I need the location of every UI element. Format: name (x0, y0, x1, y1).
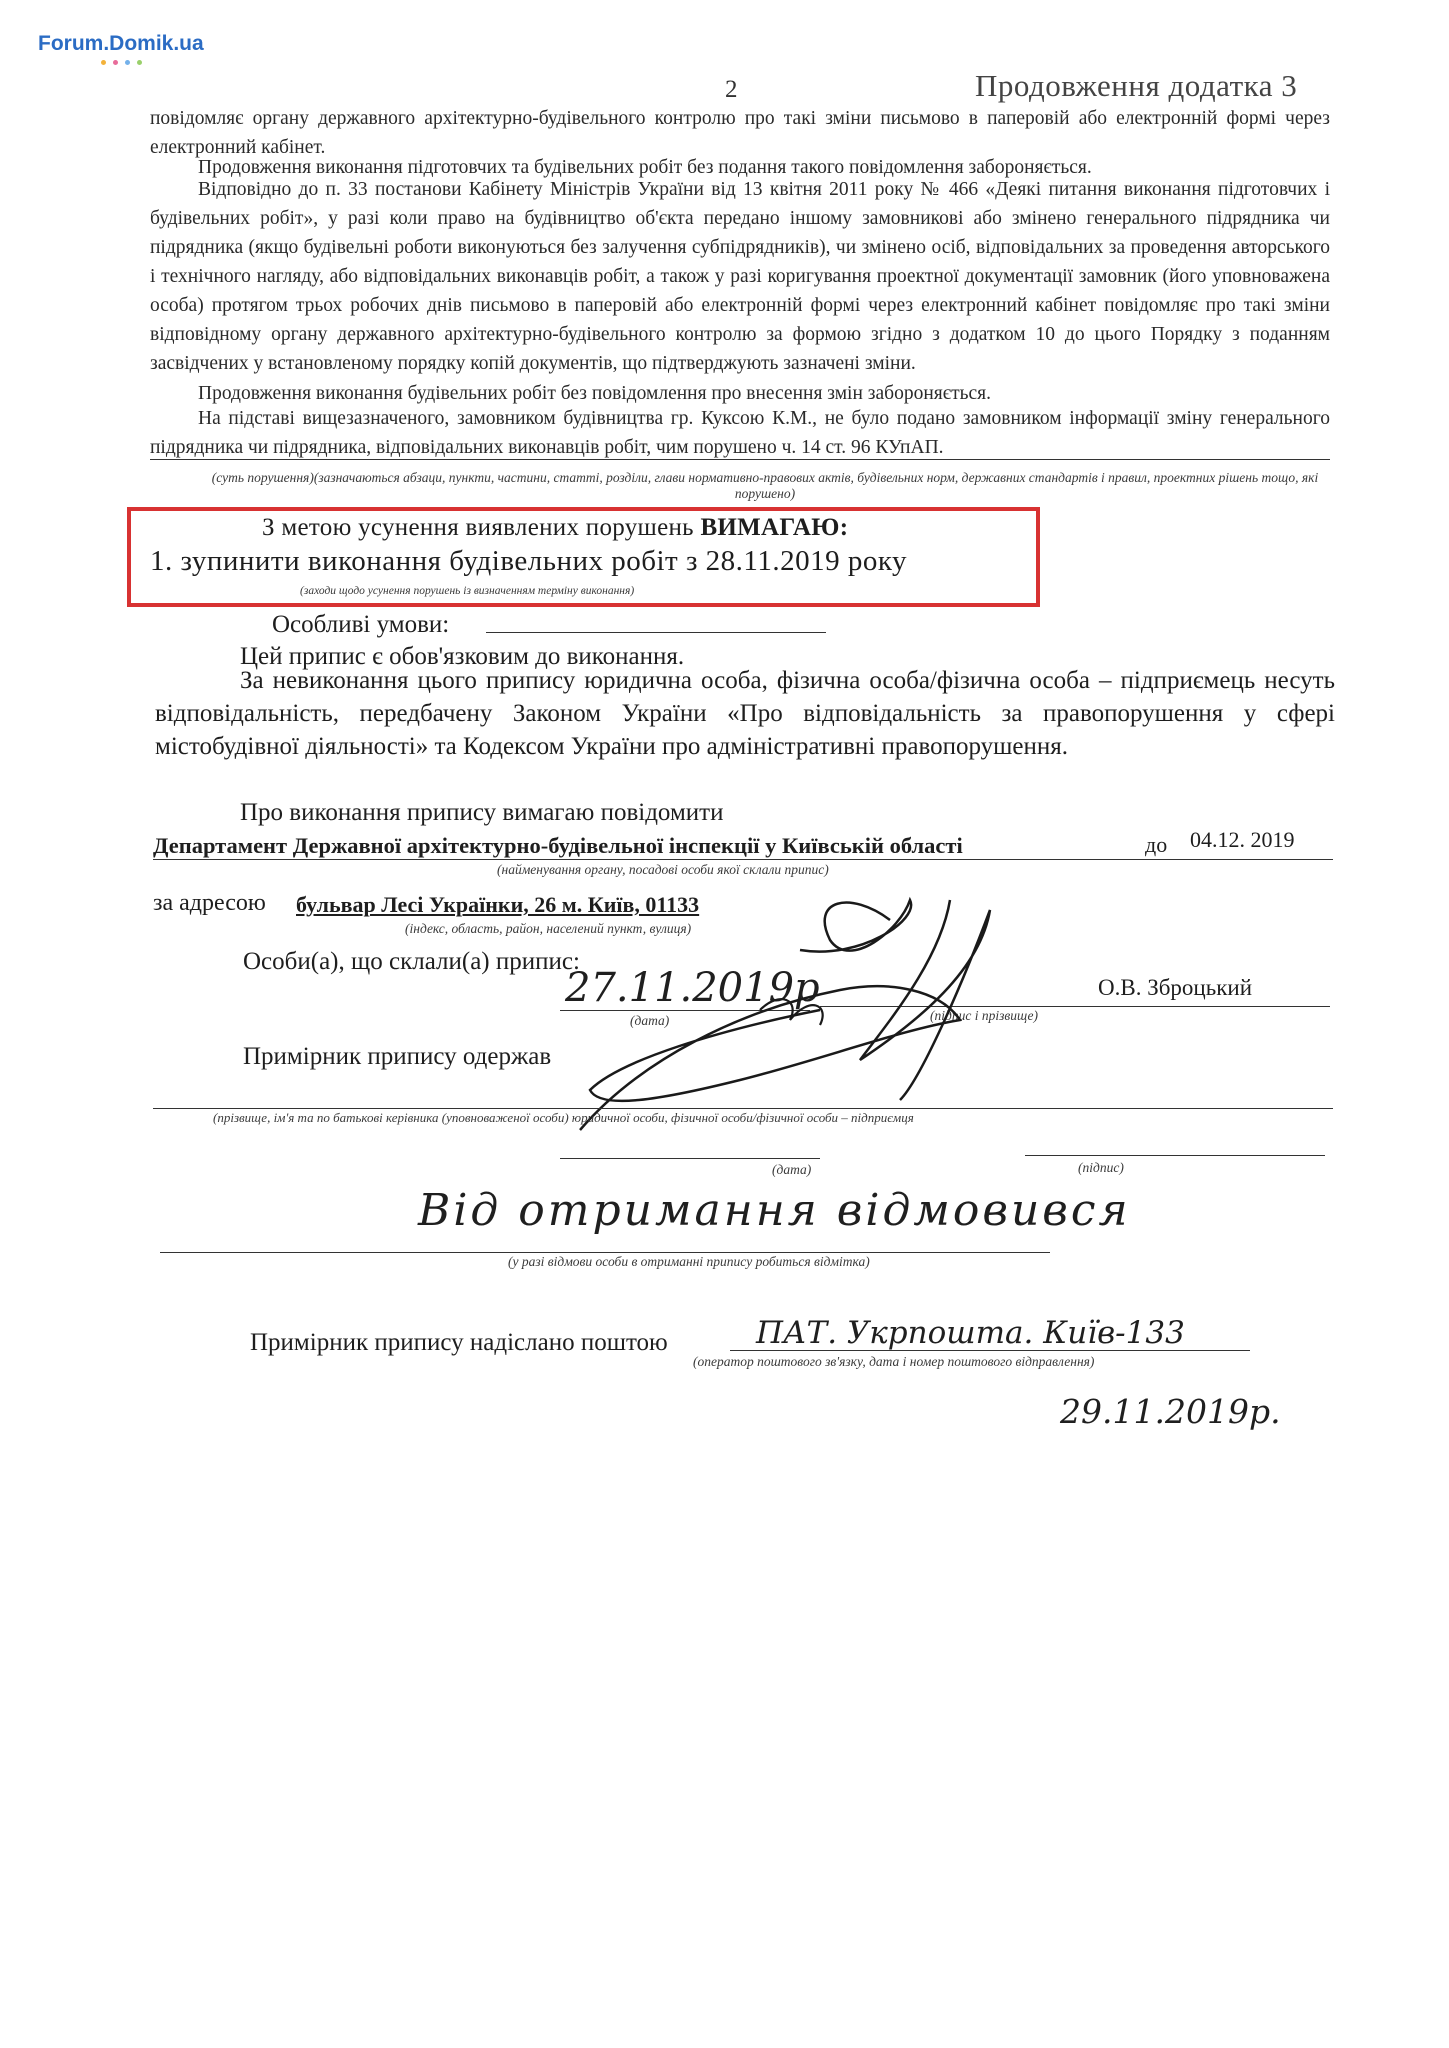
watermark-dot (125, 60, 130, 65)
page-header-title: Продовження додатка 3 (975, 68, 1298, 103)
copy-received-label: Примірник припису одержав (243, 1043, 552, 1070)
underline-violation (150, 459, 1330, 460)
demand-keyword: ВИМАГАЮ: (700, 514, 849, 541)
page-number: 2 (725, 76, 738, 103)
underline-date-2 (560, 1158, 820, 1159)
mandatory-statement: Цей припис є обов'язковим до виконання. (240, 643, 685, 670)
address-label: за адресою (153, 890, 266, 916)
paragraph-notice: повідомляє органу державного архітектурно-будівельного контролю про такі зміни письмово в паперовій або електронній формі через електронний кабінет. (150, 108, 1330, 158)
demand-line-2: 1. зупинити виконання будівельних робіт з 28.11.2019 року (150, 545, 908, 577)
persons-label: Особи(а), що склали(а) припис: (243, 948, 580, 975)
caption-mail: (оператор поштового зв'язку, дата і номер поштового відправлення) (693, 1354, 1095, 1369)
caption-signature-2: (підпис) (1078, 1160, 1124, 1175)
underline-signature-2 (1025, 1155, 1325, 1156)
caption-date-2: (дата) (772, 1162, 812, 1177)
department-name: Департамент Державної архітектурно-будівельної інспекції у Київській області (153, 833, 963, 858)
caption-organization: (найменування органу, посадові особи якої склали припис) (497, 862, 829, 877)
special-conditions-label: Особливі умови: (272, 611, 450, 638)
caption-demand: (заходи щодо усунення порушень із визначенням терміну виконання) (300, 585, 635, 597)
caption-recipient: (прізвище, ім'я та по батькові керівника (уповноваженої особи) юридичної особи, фізичної особи/фізичної особи – підприємця (213, 1110, 914, 1125)
address-value: бульвар Лесі Українки, 26 м. Київ, 01133 (296, 892, 700, 917)
handwritten-postal-operator: ПАТ. Укрпошта. Київ-133 (756, 1315, 1185, 1351)
underline-recipient (153, 1108, 1333, 1109)
official-signature (560, 880, 1120, 1180)
watermark-dots (101, 60, 142, 65)
handwritten-refusal: Від отримання відмовився (418, 1185, 1131, 1236)
underline-department (153, 859, 1333, 860)
until-date: 04.12. 2019 (1190, 827, 1295, 852)
caption-date: (дата) (630, 1013, 670, 1028)
demand-line-1 (262, 511, 848, 544)
watermark-logo: Forum.Domik.ua (38, 32, 204, 55)
mailed-label: Примірник припису надіслано поштою (250, 1329, 668, 1356)
caption-signature: (підпис і прізвище) (930, 1008, 1038, 1023)
underline-special-conditions (486, 632, 826, 633)
watermark-dot (137, 60, 142, 65)
paragraph-violation: На підставі вищезазначеного, замовником будівництва гр. Куксою К.М., не було подано замовником інформації зміну генерального підрядника чи підрядника, відповідальних виконавців робіт, чим порушено ч. 14 ст. 96 КУпАП. (150, 408, 1330, 458)
paragraph-prohibition-changes: Продовження виконання будівельних робіт без повідомлення про внесення змін забороняється. (198, 383, 992, 404)
paragraph-prohibition: Продовження виконання підготовчих та будівельних робіт без подання такого повідомлення забороняється. (198, 157, 1092, 178)
watermark-dot (113, 60, 118, 65)
handwritten-date: 27.11.2019р (565, 965, 820, 1011)
watermark-dot (101, 60, 106, 65)
underline-refusal (160, 1252, 1050, 1253)
liability-statement: За невиконання цього припису юридична особа, фізична особа/фізична особа – підприємець несуть відповідальність, передбачену Законом України «Про відповідальність за правопорушення у сфері містобудівної діяльності» та Кодексом України про адміністративні правопорушення. (155, 667, 1335, 760)
demand-prefix: З метою усунення виявлених порушень (262, 514, 694, 541)
handwritten-mailed-date: 29.11.2019р. (1060, 1392, 1281, 1431)
until-word: до (1145, 832, 1168, 857)
underline-mailed (730, 1350, 1250, 1351)
notify-statement: Про виконання припису вимагаю повідомити (240, 799, 724, 826)
official-name: О.В. Зброцький (1098, 975, 1253, 1000)
caption-address: (індекс, область, район, населений пункт, вулиця) (405, 921, 692, 936)
caption-refusal: (у разі відмови особи в отриманні припису робиться відмітка) (508, 1254, 870, 1269)
paragraph-resolution-33: Відповідно до п. 33 постанови Кабінету Міністрів України від 13 квітня 2011 року № 466 «Деякі питання виконання підготовчих і будівельних робіт», у разі коли право на будівництво об'єкта передано іншому замовникові або змінено генерального підрядника чи підрядника (якщо будівельні роботи виконуються без залучення субпідрядників), чи змінено осіб, відповідальних за проведення авторського і технічного нагляду, або відповідальних виконавців робіт, а також у разі коригування проектної документації замовник (його уповноважена особа) протягом трьох робочих днів письмово в паперовій або електронній формі через електронний кабінет повідомляє про такі зміни відповідному органу державного архітектурно-будівельного контролю за формою згідно з додатком 10 до цього Порядку з поданням засвідчених у встановленому порядку копій документів, що підтверджують зазначені зміни. (150, 179, 1330, 374)
caption-violation: (суть порушення)(зазначаються абзаци, пункти, частини, статті, розділи, глави нормативно-правових актів, будівельних норм, державних стандартів і правил, проектних рішень тощо, які порушено) (211, 470, 1319, 501)
